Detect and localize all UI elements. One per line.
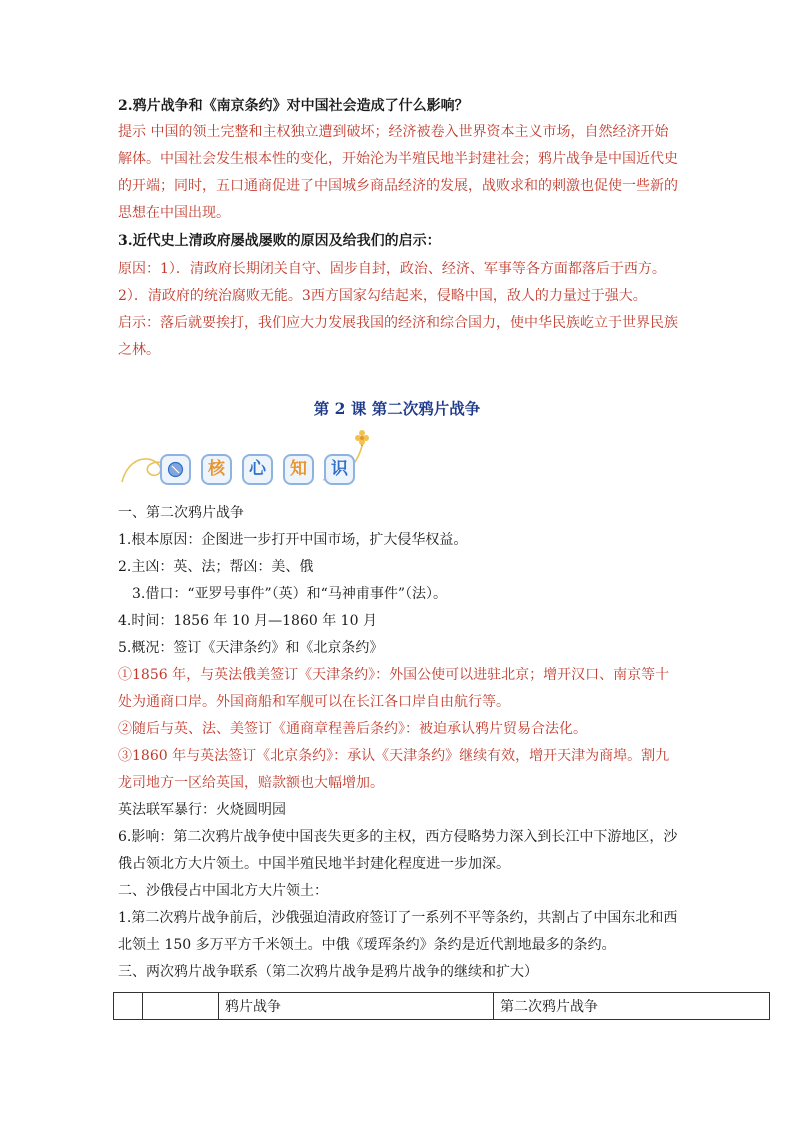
impact-line: 6.影响：第二次鸦片战争使中国丧失更多的主权，西方侵略势力深入到长江中下游地区，沙 (118, 829, 678, 845)
lesson-title: 第 2 课 第二次鸦片战争 (313, 399, 481, 418)
banner-char-he: 核 (201, 454, 232, 485)
answer-2-line: 解体。中国社会发生根本性的变化，开始沦为半殖民地半封建社会；鸦片战争是中国近代史 (118, 151, 678, 167)
list-item: 北领土 150 多万平方千米领土。中俄《瑷珲条约》条约是近代割地最多的条约。 (118, 937, 616, 953)
table-header-cell: 第二次鸦片战争 (494, 993, 770, 1020)
answer-3-line: 启示：落后就要挨打，我们应大力发展我国的经济和综合国力，使中华民族屹立于世界民族 (118, 315, 678, 331)
table-header-cell (114, 993, 143, 1020)
treaty-detail-line: ①1856 年，与英法俄美签订《天津条约》：外国公使可以进驻北京；增开汉口、南京等十 (118, 667, 670, 683)
list-item: 1.第二次鸦片战争前后，沙俄强迫清政府签订了一系列不平等条约，共割占了中国东北和西 (118, 910, 678, 926)
banner-char-shi: 识 (324, 454, 355, 485)
impact-line: 俄占领北方大片领土。中国半殖民地半封建化程度进一步加深。 (118, 856, 510, 872)
burn-note: 英法联军暴行：火烧圆明园 (118, 802, 286, 818)
treaty-detail-line: 龙司地方一区给英国，赔款额也大幅增加。 (118, 775, 384, 791)
question-3: 3.近代史上清政府屡战屡败的原因及给我们的启示： (118, 233, 441, 249)
list-item: 4.时间：1856 年 10 月—1860 年 10 月 (118, 613, 377, 629)
section-heading-3: 三、两次鸦片战争联系（第二次鸦片战争是鸦片战争的继续和扩大） (118, 964, 538, 980)
answer-3-line: 原因：1）．清政府长期闭关自守、固步自封，政治、经济、军事等各方面都落后于西方。 (118, 261, 666, 277)
answer-3-line: 之林。 (118, 342, 160, 358)
table-header-cell (143, 993, 219, 1020)
globe-icon (162, 456, 189, 483)
answer-3-line: 2）．清政府的统治腐败无能。3西方国家勾结起来，侵略中国，敌人的力量过于强大。 (118, 288, 647, 304)
answer-2-line: 提示 中国的领土完整和主权独立遭到破坏；经济被卷入世界资本主义市场，自然经济开始 (118, 124, 669, 140)
list-item: 2.主凶：英、法；帮凶：美、俄 (118, 559, 314, 575)
treaty-detail-line: 处为通商口岸。外国商船和军舰可以在长江各口岸自由航行等。 (118, 694, 510, 710)
treaty-detail-line: ②随后与英、法、美签订《通商章程善后条约》：被迫承认鸦片贸易合法化。 (118, 721, 587, 737)
answer-2-line: 思想在中国出现。 (118, 205, 230, 221)
globe-icon-badge (160, 454, 191, 485)
list-item: 3.借口：“亚罗号事件”（英）和“马神甫事件”（法）。 (132, 586, 447, 602)
section-heading-2: 二、沙俄侵占中国北方大片领土： (118, 883, 328, 899)
banner-char-xin: 心 (242, 454, 273, 485)
table-row (114, 993, 770, 1020)
question-2: 2.鸦片战争和《南京条约》对中国社会造成了什么影响？ (118, 98, 469, 114)
comparison-table (113, 992, 770, 1020)
section-heading-1: 一、第二次鸦片战争 (118, 505, 244, 521)
answer-2-line: 的开端；同时，五口通商促进了中国城乡商品经济的发展，战败求和的刺激也促使一些新的 (118, 178, 678, 194)
banner-char-zhi: 知 (283, 454, 314, 485)
treaty-detail-line: ③1860 年与英法签订《北京条约》：承认《天津条约》继续有效，增开天津为商埠。割九 (118, 748, 670, 764)
list-item: 5.概况：签订《天津条约》和《北京条约》 (118, 640, 384, 656)
table-header-cell: 鸦片战争 (219, 993, 494, 1020)
list-item: 1.根本原因：企图进一步打开中国市场，扩大侵华权益。 (118, 532, 468, 548)
